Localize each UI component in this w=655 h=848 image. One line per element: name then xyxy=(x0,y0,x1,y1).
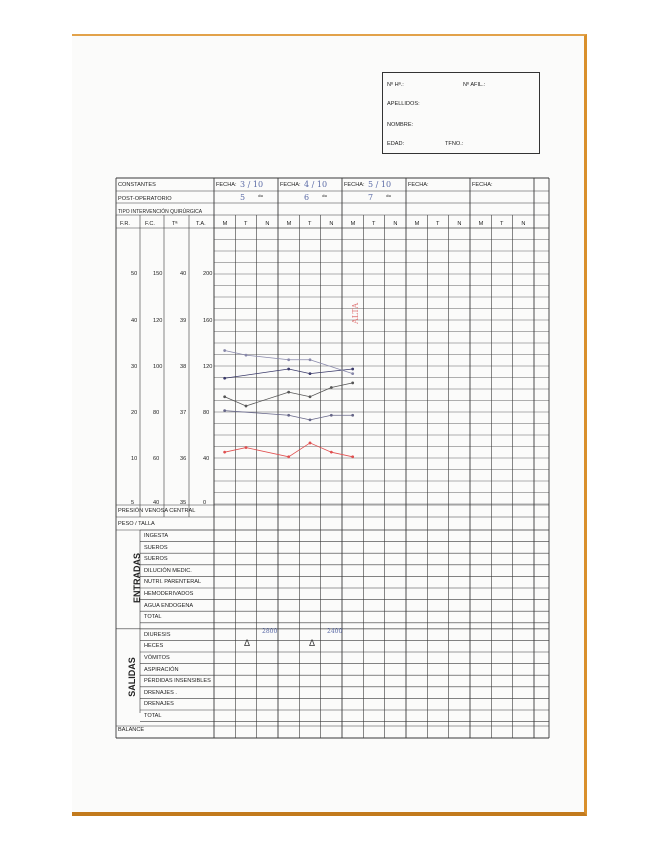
series-point-2-0 xyxy=(223,377,226,380)
scale-fc-3: 80 xyxy=(153,410,160,416)
dia-value-2: 6 xyxy=(304,193,310,202)
scale-temp-3: 37 xyxy=(180,410,187,416)
scale-temp-0: 40 xyxy=(180,271,187,277)
salida-row-0: DIURESIS xyxy=(144,631,171,638)
series-point-3-0 xyxy=(223,349,226,352)
fecha-label-4: FECHA: xyxy=(408,182,429,188)
scale-fr-4: 10 xyxy=(131,456,138,462)
balance-label: BALANCE xyxy=(118,727,145,733)
salida-row-3: ASPIRACIÓN xyxy=(144,666,179,673)
scale-fr-3: 20 xyxy=(131,410,138,416)
postop-label: POST-OPERATORIO xyxy=(118,196,172,202)
series-point-3-2 xyxy=(287,358,290,361)
series-point-4-0 xyxy=(223,409,226,412)
dia-suffix-1: día xyxy=(258,194,263,198)
tfno-label: TFNO.: xyxy=(445,141,464,147)
scale-fc-5: 40 xyxy=(153,500,160,506)
entrada-row-5: HEMODERIVADOS xyxy=(144,591,194,597)
series-point-0-4 xyxy=(330,451,333,454)
shift-M-4: M xyxy=(414,221,420,227)
constantes-label: CONSTANTES xyxy=(118,182,156,188)
scale-fr-5: 5 xyxy=(131,500,135,506)
dia-suffix-2: día xyxy=(322,194,327,198)
entradas-title: ENTRADAS xyxy=(132,553,142,604)
vital-col-fr: F.R. xyxy=(120,221,130,227)
series-point-1-2 xyxy=(287,391,290,394)
shift-T-5: T xyxy=(500,221,504,227)
series-point-2-2 xyxy=(309,372,312,375)
shift-N-4: N xyxy=(457,221,462,227)
peso-label: PESO / TALLA xyxy=(118,521,155,527)
nombre-label: NOMBRE: xyxy=(387,122,414,128)
scale-temp-1: 39 xyxy=(180,318,187,324)
shift-N-1: N xyxy=(265,221,270,227)
fecha-label-1: FECHA: xyxy=(216,182,237,188)
plot-marks xyxy=(223,349,354,458)
vital-col-temp: Tª xyxy=(172,221,178,227)
entrada-row-1: SUEROS xyxy=(144,544,168,551)
heces-mark-2: Δ xyxy=(309,638,316,648)
edad-label: EDAD: xyxy=(387,141,405,147)
scale-ta-1: 160 xyxy=(203,318,213,324)
scale-ta-2: 120 xyxy=(203,364,213,370)
salida-row-7: TOTAL xyxy=(144,713,162,719)
shift-M-1: M xyxy=(222,221,228,227)
shift-T-3: T xyxy=(372,221,376,227)
vital-col-fc: F.C. xyxy=(145,221,155,227)
diuresis-value-2: 2400 xyxy=(327,628,343,635)
entrada-row-6: AGUA ENDOGENA xyxy=(144,602,194,609)
scale-fc-4: 60 xyxy=(153,456,160,462)
series-point-0-1 xyxy=(245,446,248,449)
series-line-1 xyxy=(225,383,353,406)
series-point-0-0 xyxy=(223,451,226,454)
scale-ta-3: 80 xyxy=(203,410,210,416)
vital-col-ta: T.A. xyxy=(196,221,206,227)
entrada-row-2: SUEROS xyxy=(144,556,168,563)
alta-annotation: ALTA xyxy=(351,302,360,324)
pvc-label: PRESIÓN VENOSA CENTRAL xyxy=(118,508,196,514)
fecha-value-1: 3 / 10 xyxy=(240,180,264,189)
series-point-4-3 xyxy=(330,414,333,417)
scale-fr-1: 40 xyxy=(131,318,138,324)
series-point-4-1 xyxy=(287,414,290,417)
tipo-label: TIPO INTERVENCIÓN QUIRÚRGICA xyxy=(118,209,203,215)
series-point-1-3 xyxy=(309,395,312,398)
series-point-1-5 xyxy=(351,381,354,384)
series-line-0 xyxy=(225,443,353,457)
series-point-0-3 xyxy=(309,442,312,445)
heces-mark-1: Δ xyxy=(244,638,251,648)
salida-row-5: DRENAJES . xyxy=(144,689,177,696)
scale-ta-4: 40 xyxy=(203,456,210,462)
scale-fr-2: 30 xyxy=(131,364,138,370)
shift-N-5: N xyxy=(521,221,526,227)
scale-ta-0: 200 xyxy=(203,271,213,277)
fecha-label-2: FECHA: xyxy=(280,182,301,188)
shift-N-2: N xyxy=(329,221,334,227)
dia-suffix-3: día xyxy=(386,194,391,198)
fecha-value-2: 4 / 10 xyxy=(304,180,328,189)
series-point-0-2 xyxy=(287,455,290,458)
shift-M-2: M xyxy=(286,221,292,227)
salidas-title: SALIDAS xyxy=(127,657,137,697)
entrada-row-7: TOTAL xyxy=(144,614,162,621)
diuresis-value-1: 2800 xyxy=(262,628,278,635)
series-point-3-4 xyxy=(351,372,354,375)
scale-temp-5: 35 xyxy=(180,500,187,506)
shift-M-3: M xyxy=(350,221,356,227)
series-point-0-5 xyxy=(351,455,354,458)
series-point-1-4 xyxy=(330,386,333,389)
series-point-1-1 xyxy=(245,405,248,408)
fecha-value-3: 5 / 10 xyxy=(368,180,392,189)
shift-M-5: M xyxy=(478,221,484,227)
scale-temp-2: 38 xyxy=(180,364,187,370)
scale-ta-5: 0 xyxy=(203,500,207,506)
series-point-3-3 xyxy=(309,358,312,361)
salida-row-4: PÉRDIDAS INSENSIBLES xyxy=(144,678,211,685)
salida-row-1: HECES xyxy=(144,643,164,650)
series-point-3-1 xyxy=(245,354,248,357)
salida-row-2: VÓMITOS xyxy=(144,655,170,661)
scale-fr-0: 50 xyxy=(131,271,138,277)
scale-fc-1: 120 xyxy=(153,318,163,324)
shift-T-1: T xyxy=(244,221,248,227)
series-point-4-4 xyxy=(351,414,354,417)
entrada-row-0: INGESTA xyxy=(144,533,169,539)
shift-T-2: T xyxy=(308,221,312,227)
shift-N-3: N xyxy=(393,221,398,227)
apellidos-label: APELLIDOS: xyxy=(387,101,420,107)
series-point-2-1 xyxy=(287,368,290,371)
fecha-label-5: FECHA: xyxy=(472,182,493,188)
series-point-2-3 xyxy=(351,368,354,371)
fecha-label-3: FECHA: xyxy=(344,182,365,188)
series-point-1-0 xyxy=(223,395,226,398)
shift-T-4: T xyxy=(436,221,440,227)
series-point-4-2 xyxy=(309,418,312,421)
afil-label: Nº AFIL.: xyxy=(463,82,486,88)
entrada-row-4: NUTRI. PARENTERAL xyxy=(144,579,202,586)
scale-fc-2: 100 xyxy=(153,364,163,370)
dia-value-3: 7 xyxy=(368,193,374,202)
nhc-label: Nº Hª.: xyxy=(387,82,404,88)
salida-row-6: DRENAJES xyxy=(144,701,174,708)
entrada-row-3: DILUCIÓN MEDIC. xyxy=(144,567,192,574)
scale-fc-0: 150 xyxy=(153,271,163,277)
dia-value-1: 5 xyxy=(240,193,246,202)
scale-temp-4: 36 xyxy=(180,456,187,462)
